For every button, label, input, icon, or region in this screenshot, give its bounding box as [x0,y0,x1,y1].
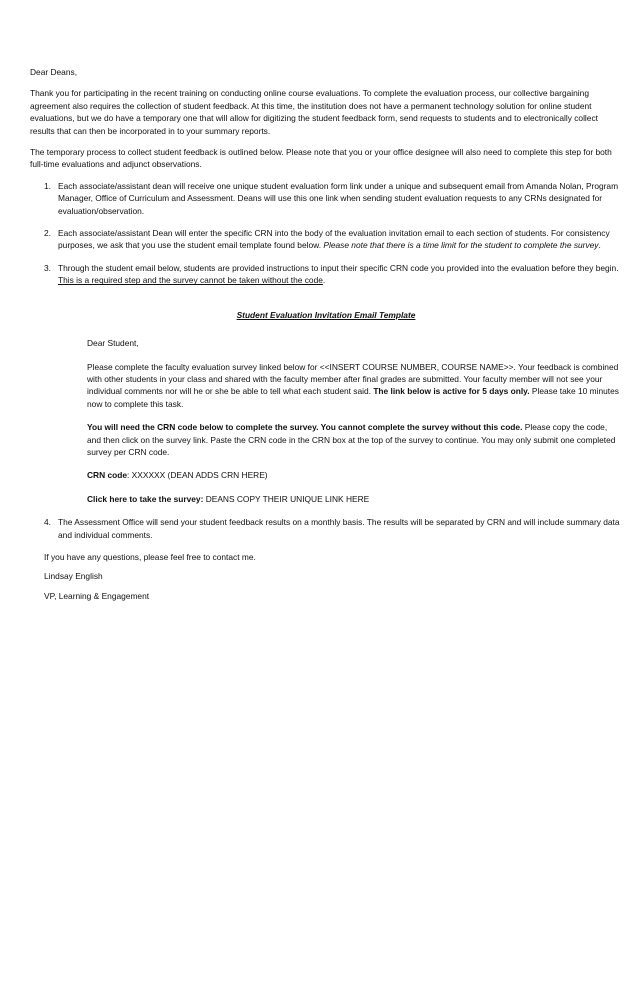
template-title: Student Evaluation Invitation Email Template [236,309,416,320]
letter-greeting: Dear Deans, [30,67,78,77]
step-text: Through the student email below, students are provided instructions to input their specific CRN code you provided into the evaluation before they begin. [58,262,619,273]
signature-name: Lindsay English [44,571,103,582]
crn-label: CRN code [87,470,128,481]
crn-value: : XXXXXX (DEAN ADDS CRN HERE) [127,470,268,481]
template-body [87,361,622,411]
step-text: The Assessment Office will send your student feedback results on a monthly basis. The results will be separated by CRN and will include summary data and individual comments. [58,517,620,540]
survey-link-label: Click here to take the survey: [87,493,204,504]
crn-instructions-text: Please copy the code, and then click on the survey link. Paste the CRN code in the CRN box at the top of the survey to continue. You may only submit one completed survey per CRN code. [87,422,616,457]
template-body-end: Please take 10 minutes now to complete this task. [87,386,619,409]
step-number: 3. [44,262,51,273]
letter-process: The temporary process to collect student feedback is outlined below. Please note that you or your office designee will also need to complete this step for both full-time evaluations and adjunct observations. [30,147,612,170]
template-link-line [87,493,622,505]
process-steps [30,180,622,287]
signature-title: VP, Learning & Engagement [44,590,150,601]
step-number: 2. [44,228,51,239]
step-text: Each associate/assistant dean will receive one unique student evaluation form link under a unique and subsequent email from Amanda Nolan, Program Manager, Office of Curriculum and Assessment. Deans will use this one link when sending student evaluation requests to any CRNs designated for evaluation/observation. [58,180,619,216]
letter-intro: Thank you for participating in the recent training on conducting online course evaluations. To complete the evaluation process, our collective bargaining agreement also requires the collection of student feedback. At this time, the institution does not have a permanent technology solution for online student evaluations, but we do have a temporary one that will allow for digitizing the student feedback form, send requests to students and to electronically collect results that can then be incorporated in to your summary reports. [30,88,598,136]
step-italic-note: Please note that there is a time limit for the student to complete the survey [323,240,599,251]
step-text-end: . [322,275,326,286]
closing-block [30,551,622,602]
step-1 [30,180,622,217]
step-2 [30,227,622,252]
step-underlined-note: This is a required step and the survey cannot be taken without the code [58,275,323,286]
template-body-text: Please complete the faculty evaluation survey linked below for <<INSERT COURSE NUMBER, COURSE NAME>>. Your feedback is combined with other students in your class and shared with the faculty member after final grades are submitted. Your faculty member will not see your individual comments nor will he or she be able to tell what each student said. [87,361,619,397]
step-3 [30,262,622,287]
survey-link-value: DEANS COPY THEIR UNIQUE LINK HERE [203,493,370,504]
template-greeting: Dear Student, [87,338,139,349]
step-text: Each associate/assistant Dean will enter the specific CRN into the body of the evaluation invitation email to each section of students. For consistency purposes, we ask that you use the student email template found below. [58,228,610,251]
crn-instructions-bold: You will need the CRN code below to complete the survey. You cannot complete the survey without this code. [87,422,523,433]
process-steps-continued [30,516,622,541]
template-crn-instructions [87,421,622,458]
step-4 [30,516,622,541]
email-template [30,337,622,505]
template-crn-line [87,469,622,481]
closing-line: If you have any questions, please feel free to contact me. [44,551,256,562]
step-text-end: . [598,240,601,251]
step-number: 4. [44,517,51,528]
step-number: 1. [44,180,51,191]
template-body-bold: The link below is active for 5 days only. [373,386,530,397]
